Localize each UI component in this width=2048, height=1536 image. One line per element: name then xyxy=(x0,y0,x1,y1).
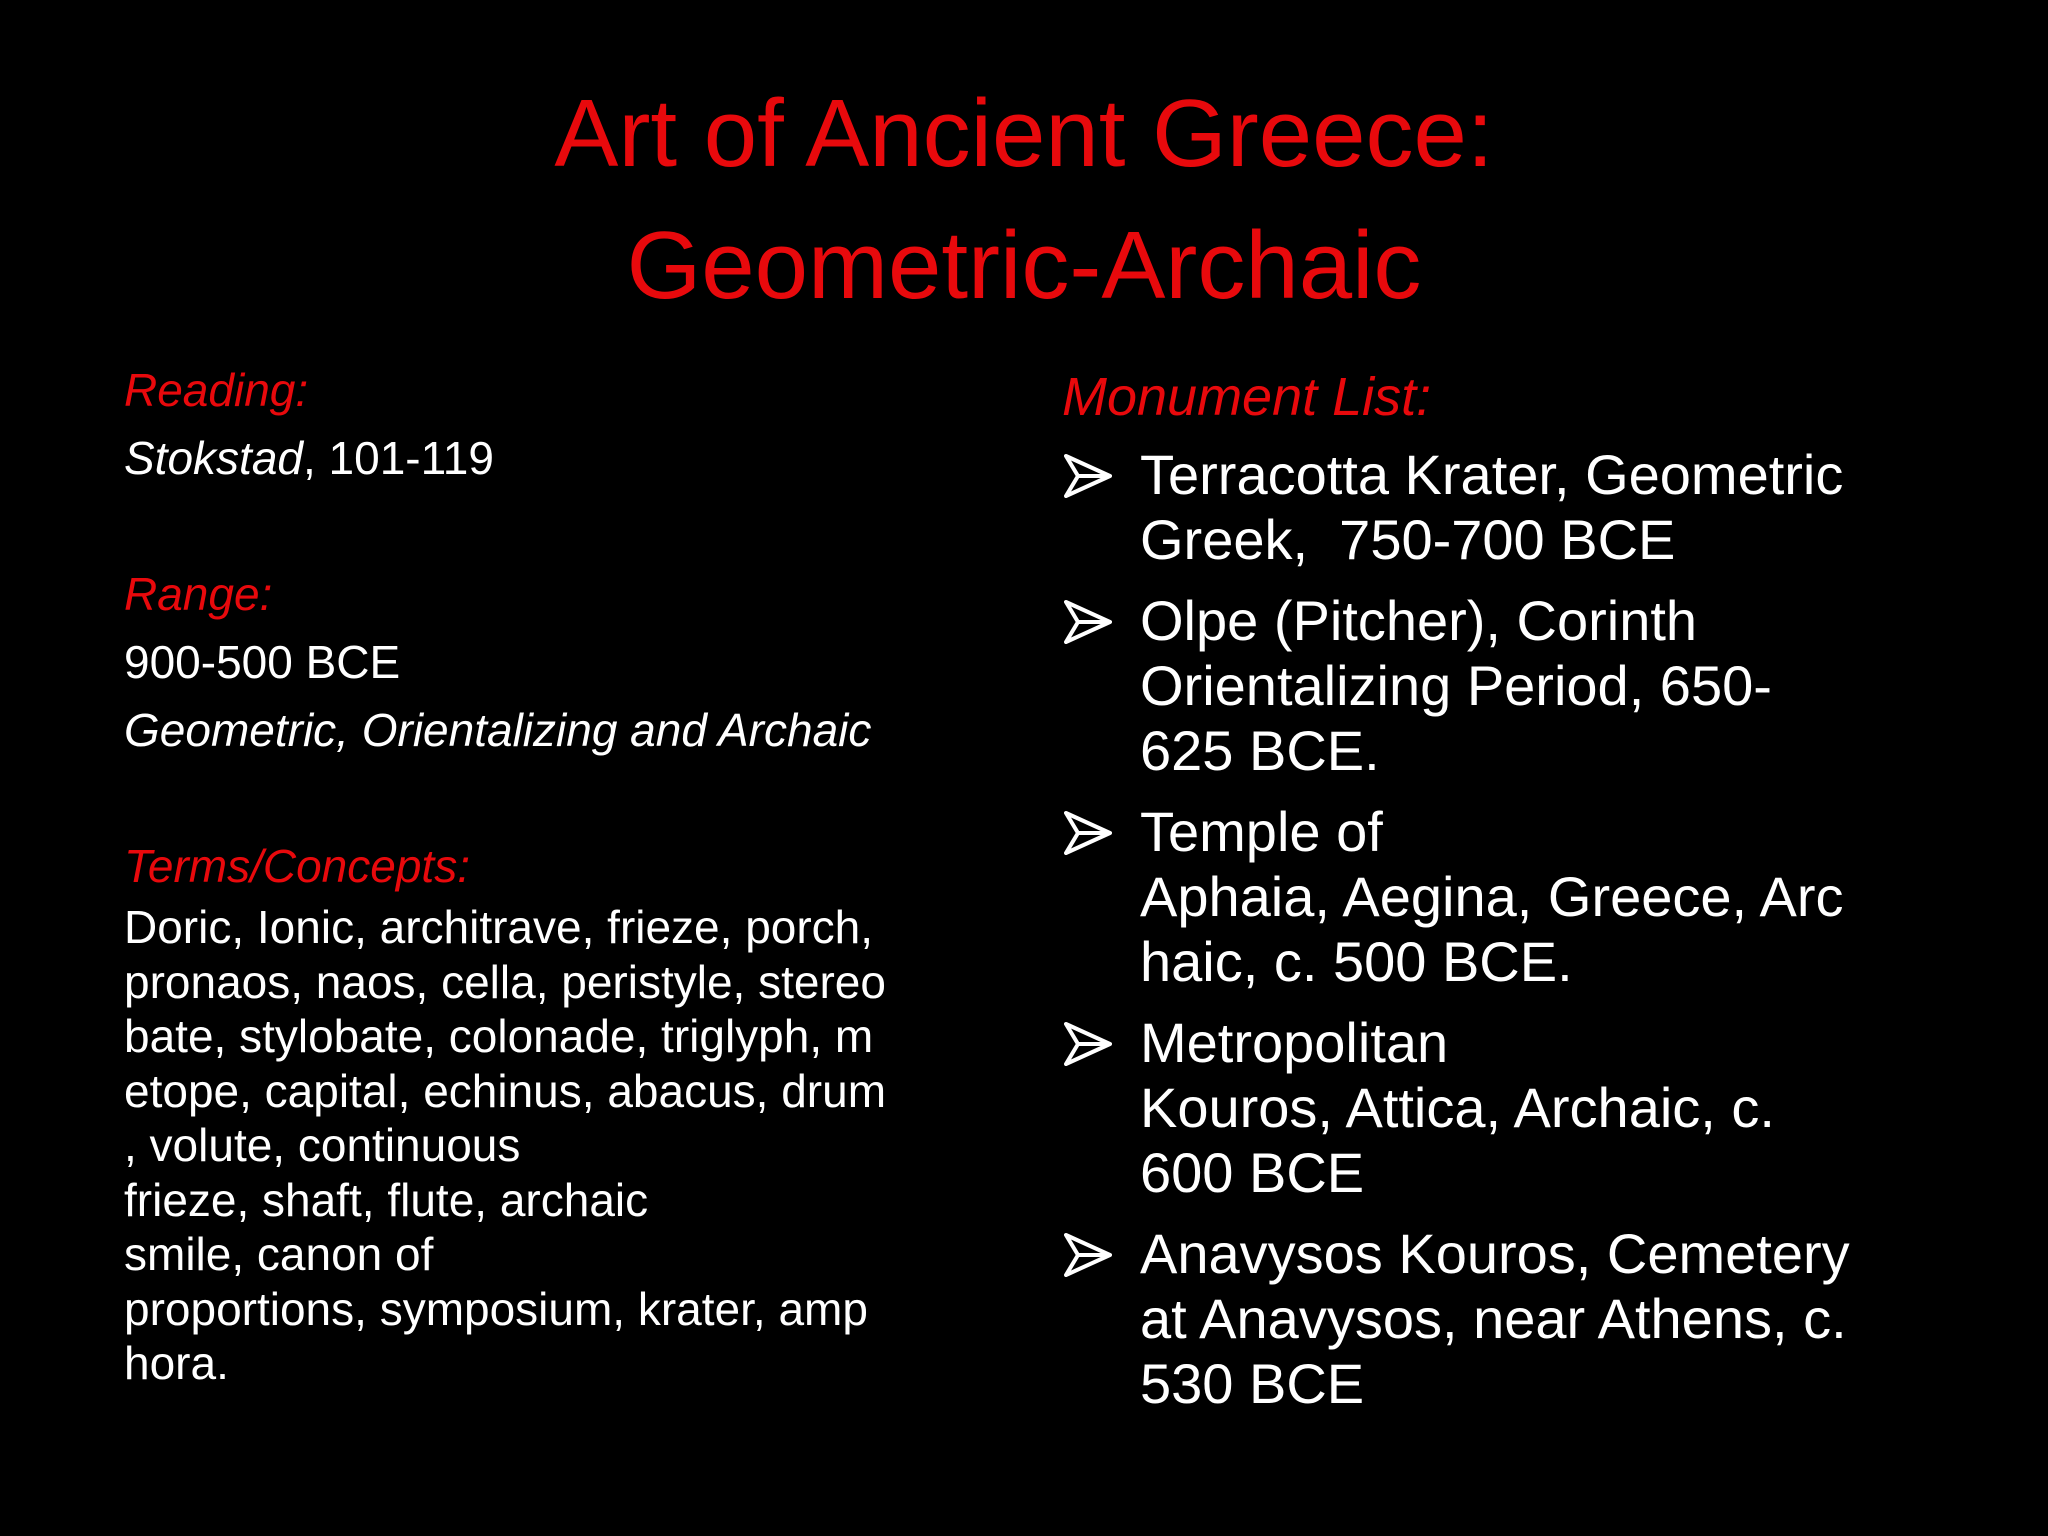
right-column xyxy=(1062,360,2022,1432)
terms-line: frieze, shaft, flute, archaic xyxy=(124,1173,649,1226)
monument-line: haic, c. 500 BCE. xyxy=(1140,930,1573,993)
terms-line: hora. xyxy=(124,1337,229,1389)
range-heading: Range: xyxy=(124,568,273,620)
slide-title xyxy=(0,68,2048,332)
monument-line: Orientalizing Period, 650- xyxy=(1140,654,1772,717)
range-dates: 900-500 BCE xyxy=(124,636,401,688)
title-line-2: Geometric-Archaic xyxy=(626,212,1422,319)
monument-line: Temple of xyxy=(1140,800,1383,863)
terms-line: pronaos, naos, cella, peristyle, stereo xyxy=(124,955,886,1008)
spacer xyxy=(124,764,1004,832)
reading-heading: Reading: xyxy=(124,364,309,416)
terms-line: proportions, symposium, krater, amp xyxy=(124,1282,868,1335)
arrowhead-bullet-icon xyxy=(1064,1233,1112,1277)
left-column xyxy=(124,356,1004,1391)
range-periods: Geometric, Orientalizing and Archaic xyxy=(124,704,872,756)
arrowhead-bullet-icon xyxy=(1064,600,1112,644)
terms-line: smile, canon of xyxy=(124,1228,434,1280)
monument-line: 600 BCE xyxy=(1140,1141,1365,1204)
terms-line: bate, stylobate, colonade, triglyph, m xyxy=(124,1010,874,1062)
terms-line: etope, capital, echinus, abacus, drum xyxy=(124,1064,887,1117)
arrowhead-bullet-icon xyxy=(1064,1022,1112,1066)
monument-list-item xyxy=(1062,588,2022,783)
spacer xyxy=(124,492,1004,560)
arrowhead-bullet-icon xyxy=(1064,454,1112,498)
monument-line: at Anavysos, near Athens, c. xyxy=(1140,1287,1847,1350)
monument-line: Terracotta Krater, Geometric xyxy=(1140,443,1844,506)
monument-line: Kouros, Attica, Archaic, c. xyxy=(1140,1076,1775,1139)
monument-line: 625 BCE. xyxy=(1140,719,1380,782)
terms-heading: Terms/Concepts: xyxy=(124,840,470,892)
monument-list-item xyxy=(1062,442,2022,572)
terms-line: Doric, Ionic, architrave, frieze, porch, xyxy=(124,901,874,953)
monument-line: Greek, 750-700 BCE xyxy=(1140,508,1676,571)
reading-pages: , 101-119 xyxy=(303,432,494,484)
monument-list-heading: Monument List: xyxy=(1062,367,1432,427)
arrowhead-bullet-icon xyxy=(1064,811,1112,855)
title-line-1: Art of Ancient Greece: xyxy=(554,80,1494,187)
terms-line: , volute, continuous xyxy=(124,1119,521,1171)
reading-author: Stokstad xyxy=(124,432,303,484)
monument-list-item xyxy=(1062,799,2022,994)
monument-line: 530 BCE xyxy=(1140,1352,1365,1415)
monument-list-item xyxy=(1062,1010,2022,1205)
reading-citation xyxy=(124,424,1004,492)
monument-line: Aphaia, Aegina, Greece, Arc xyxy=(1140,865,1844,928)
monument-line: Olpe (Pitcher), Corinth xyxy=(1140,589,1698,652)
monument-line: Anavysos Kouros, Cemetery xyxy=(1140,1222,1850,1285)
terms-list xyxy=(124,900,1004,1391)
monument-list-item xyxy=(1062,1221,2022,1416)
monument-line: Metropolitan xyxy=(1140,1011,1449,1074)
